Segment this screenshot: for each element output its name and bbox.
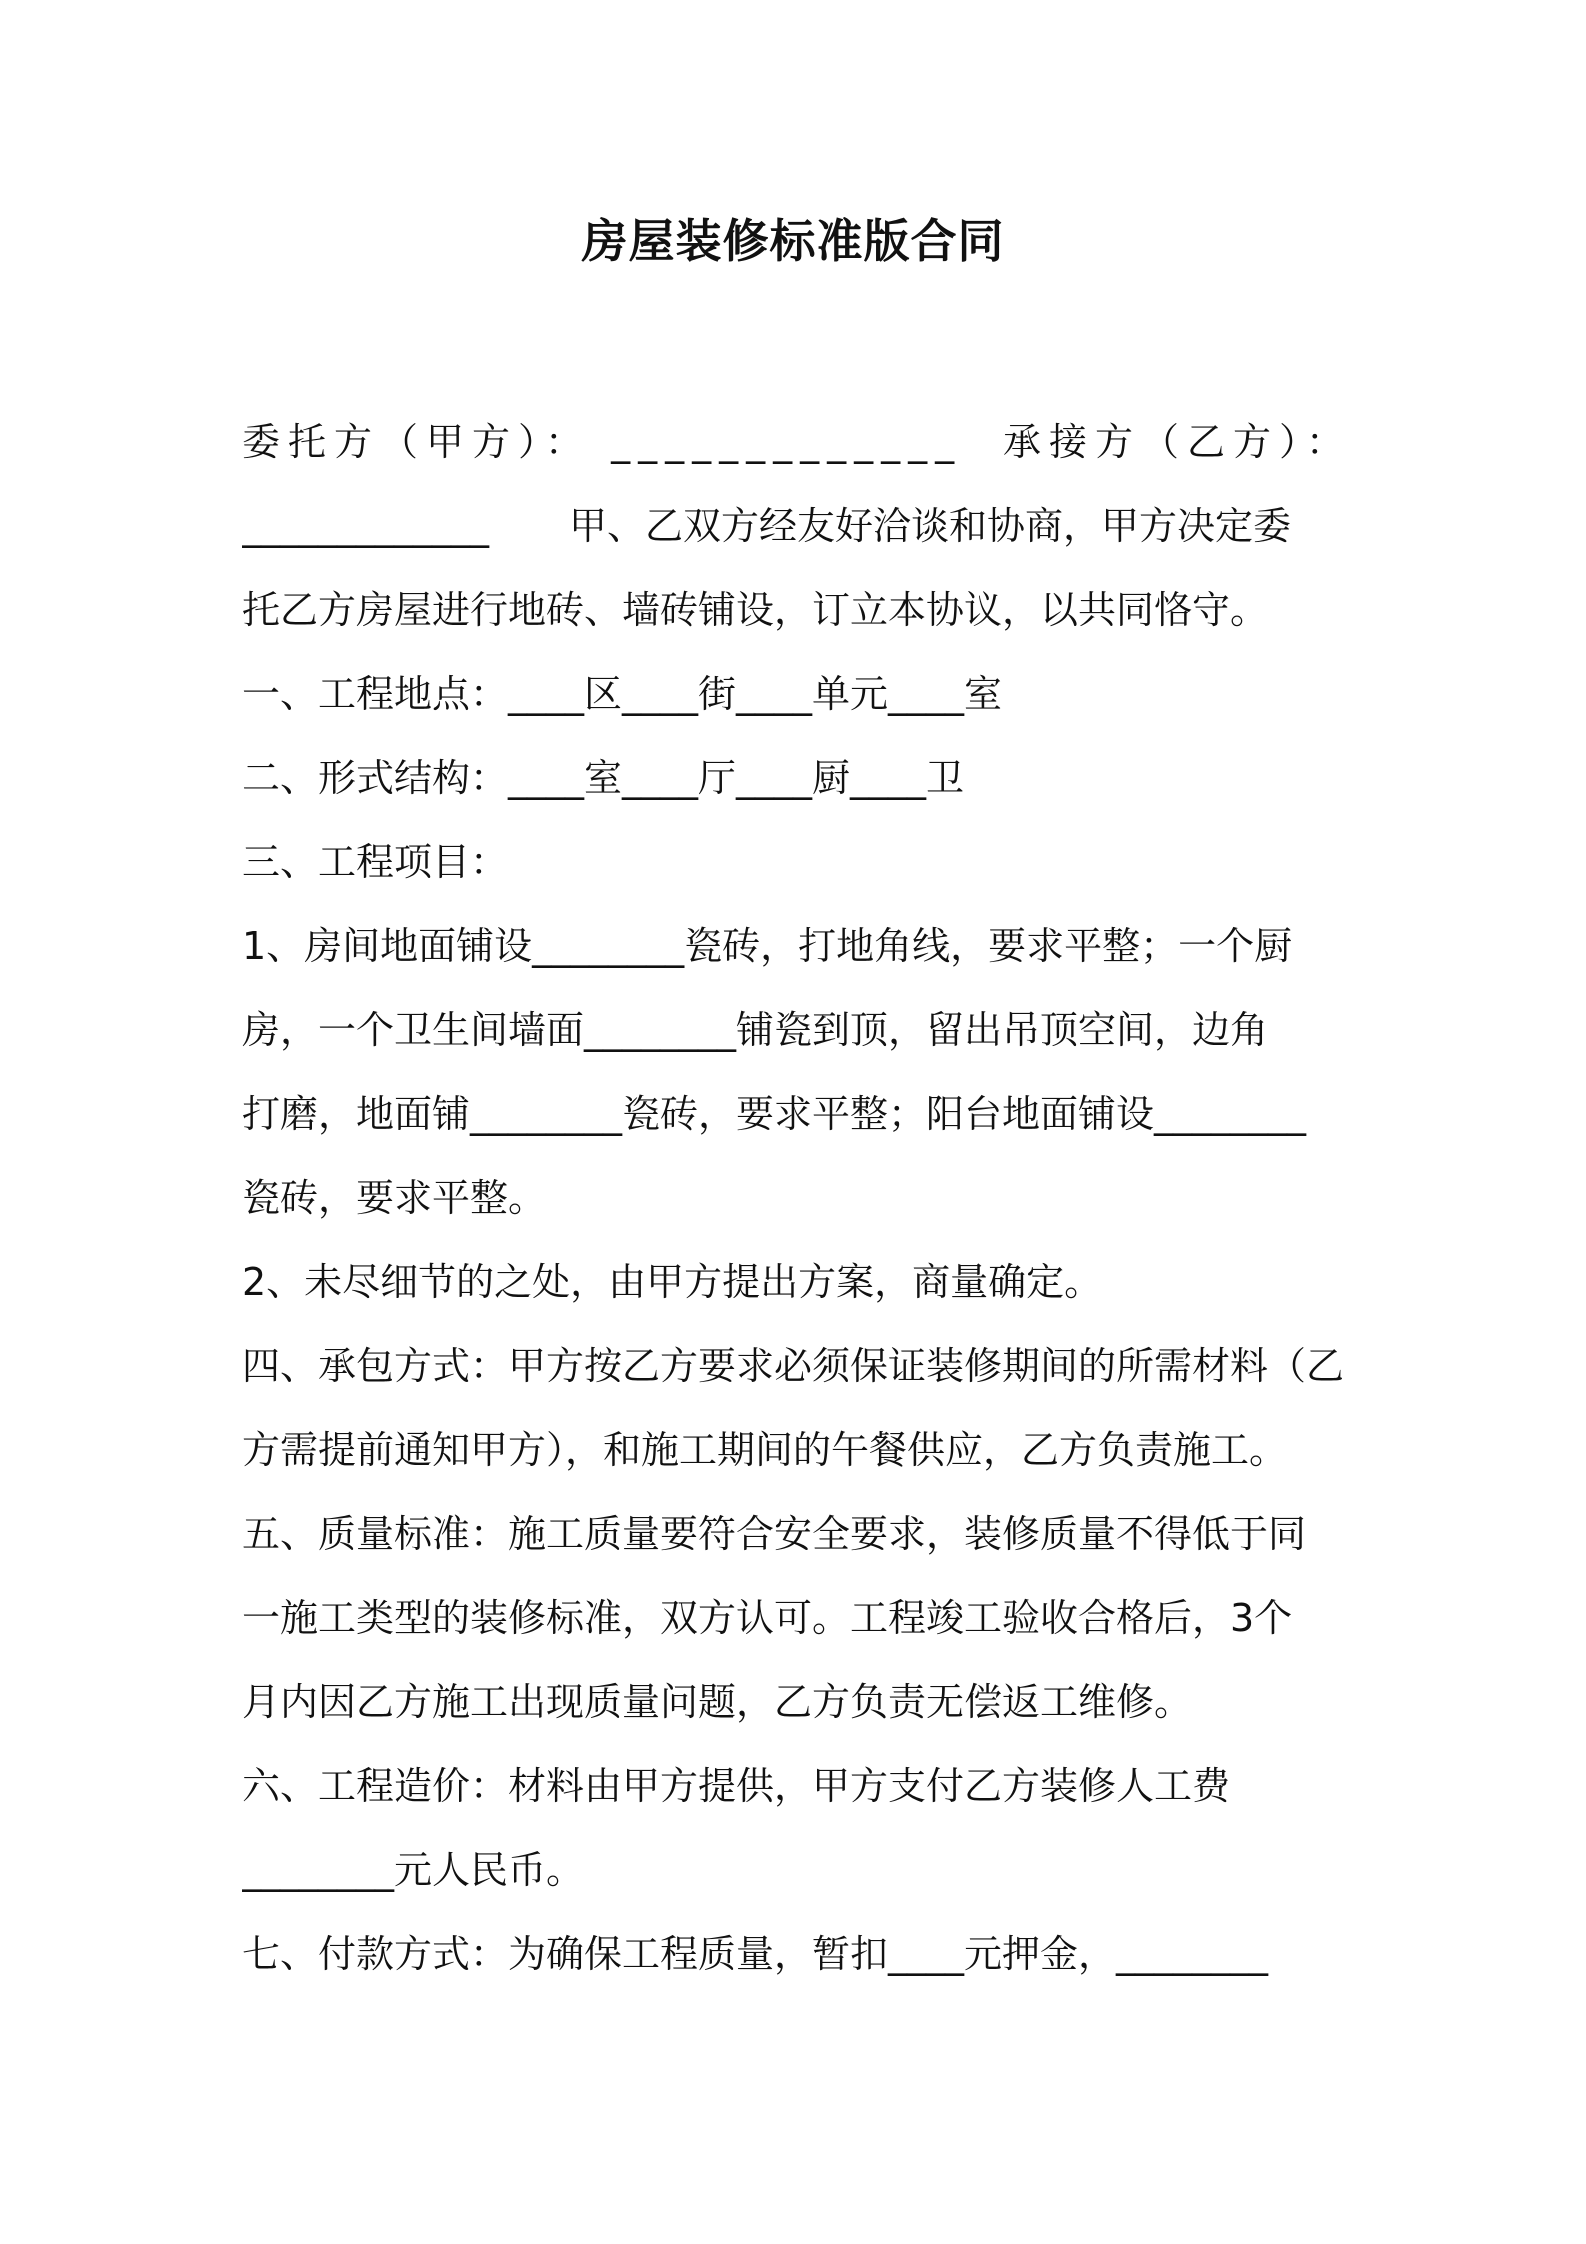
- paragraph-line: 月内因乙方施工出现质量问题，乙方负责无偿返工维修。: [242, 1680, 1193, 1724]
- paragraph-line: 房，一个卫生间墙面________铺瓷到顶，留出吊顶空间，边角: [242, 1008, 1269, 1052]
- paragraph-line: 三、工程项目：: [242, 840, 509, 884]
- paragraph-line: 1、房间地面铺设________瓷砖，打地角线，要求平整；一个厨: [242, 924, 1293, 968]
- party-b-label: 承接方（乙方）：: [1002, 420, 1352, 464]
- paragraph-line: ________元人民币。: [242, 1848, 585, 1892]
- paragraph-line: 瓷砖，要求平整。: [242, 1176, 547, 1220]
- document-body: [242, 400, 1352, 1996]
- paragraph-line: 打磨，地面铺________瓷砖，要求平整；阳台地面铺设________: [242, 1092, 1307, 1136]
- party-b-blank: _____________: [242, 504, 489, 548]
- party-a-label: 委托方（甲方）： _____________: [242, 420, 963, 464]
- intro-text: 甲、乙双方经友好洽谈和协商，甲方决定委: [569, 504, 1292, 548]
- paragraph-line: 一施工类型的装修标准，双方认可。工程竣工验收合格后，3个: [242, 1596, 1293, 1640]
- paragraph-line: 方需提前通知甲方），和施工期间的午餐供应，乙方负责施工。: [242, 1428, 1288, 1472]
- paragraph-line: 七、付款方式：为确保工程质量，暂扣____元押金，________: [242, 1932, 1269, 1976]
- paragraph-line: 2、未尽细节的之处，由甲方提出方案，商量确定。: [242, 1260, 1103, 1304]
- party-line: [242, 400, 1352, 484]
- paragraph-line: 一、工程地点：____区____街____单元____室: [242, 672, 1003, 716]
- paragraph-line: 六、工程造价：材料由甲方提供，甲方支付乙方装修人工费: [242, 1764, 1231, 1808]
- paragraph-line: 五、质量标准：施工质量要符合安全要求，装修质量不得低于同: [242, 1512, 1307, 1556]
- intro-line: [242, 484, 1352, 568]
- paragraph-line: 托乙方房屋进行地砖、墙砖铺设，订立本协议，以共同恪守。: [242, 588, 1269, 632]
- paragraph-line: 二、形式结构：____室____厅____厨____卫: [242, 756, 965, 800]
- paragraph-line: 四、承包方式：甲方按乙方要求必须保证装修期间的所需材料（乙: [242, 1344, 1345, 1388]
- document-title: 房屋装修标准版合同: [581, 214, 1005, 268]
